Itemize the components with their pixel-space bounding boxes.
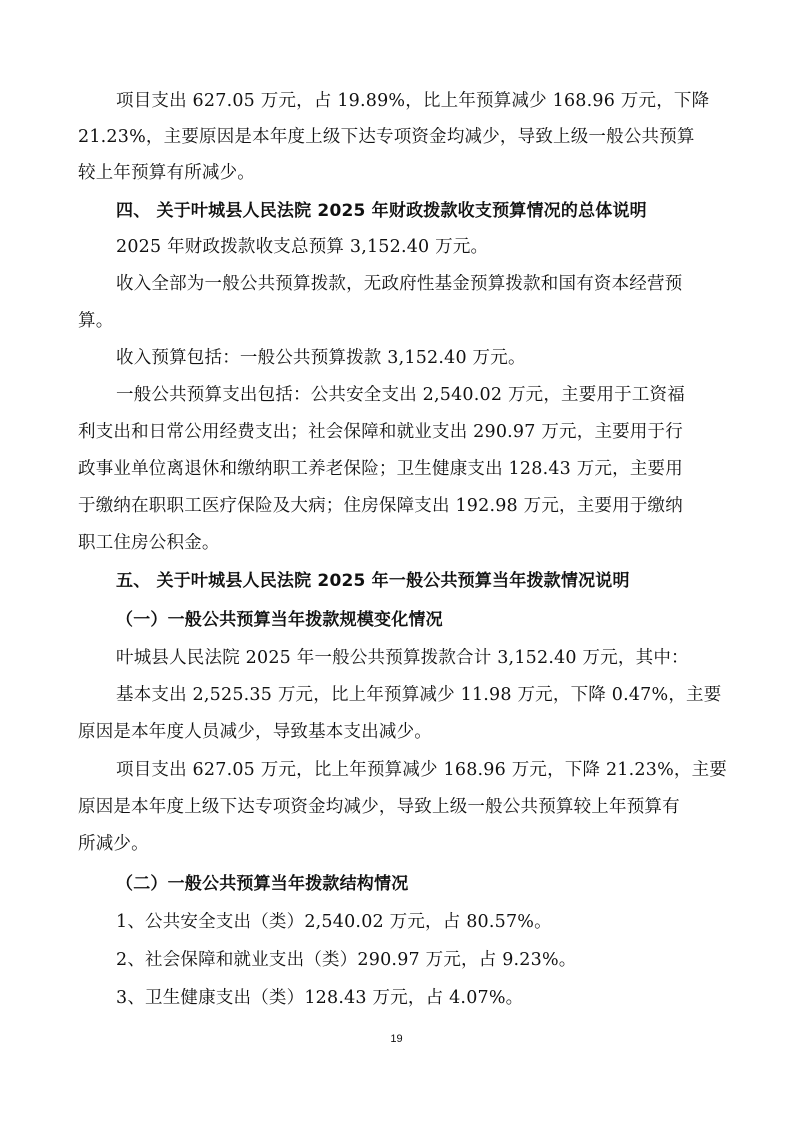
list-item: 3、卫生健康支出（类）128.43 万元，占 4.07%。 [116, 988, 524, 1008]
paragraph-line: 收入全部为一般公共预算拨款，无政府性基金预算拨款和国有资本经营预 [116, 274, 683, 294]
paragraph-line: 一般公共预算支出包括：公共安全支出 2,540.02 万元，主要用于工资福 [116, 385, 685, 405]
paragraph-line: 职工住房公积金。 [78, 533, 220, 553]
paragraph-line: 项目支出 627.05 万元，比上年预算减少 168.96 万元，下降 21.23%，主要 [116, 760, 728, 780]
paragraph-line: 利支出和日常公用经费支出；社会保障和就业支出 290.97 万元，主要用于行 [78, 422, 683, 442]
paragraph-line: 政事业单位离退休和缴纳职工养老保险；卫生健康支出 128.43 万元，主要用 [78, 459, 683, 479]
paragraph-line: 项目支出 627.05 万元，占 19.89%，比上年预算减少 168.96 万元，下降 [116, 91, 710, 111]
paragraph-line: 原因是本年度人员减少，导致基本支出减少。 [78, 722, 432, 742]
subsection-heading: （一）一般公共预算当年拨款规模变化情况 [116, 610, 443, 630]
list-item: 1、公共安全支出（类）2,540.02 万元，占 80.57%。 [116, 912, 552, 932]
paragraph-line: 所减少。 [78, 834, 149, 854]
page-number: 19 [390, 1033, 403, 1045]
paragraph-line: 21.23%，主要原因是本年度上级下达专项资金均减少，导致上级一般公共预算 [78, 127, 695, 147]
paragraph-line: 原因是本年度上级下达专项资金均减少，导致上级一般公共预算较上年预算有 [78, 797, 680, 817]
section-heading: 四、 关于叶城县人民法院 2025 年财政拨款收支预算情况的总体说明 [116, 201, 647, 221]
paragraph-line: 2025 年财政拨款收支总预算 3,152.40 万元。 [116, 237, 489, 257]
paragraph-line: 于缴纳在职职工医疗保险及大病；住房保障支出 192.98 万元，主要用于缴纳 [78, 496, 683, 516]
paragraph-line: 基本支出 2,525.35 万元，比上年预算减少 11.98 万元，下降 0.47%，主要 [116, 685, 722, 705]
subsection-heading: （二）一般公共预算当年拨款结构情况 [116, 874, 409, 894]
paragraph-line: 叶城县人民法院 2025 年一般公共预算拨款合计 3,152.40 万元，其中： [116, 648, 689, 668]
list-item: 2、社会保障和就业支出（类）290.97 万元，占 9.23%。 [116, 950, 577, 970]
paragraph-line: 算。 [78, 311, 114, 331]
section-heading: 五、 关于叶城县人民法院 2025 年一般公共预算当年拨款情况说明 [116, 571, 630, 591]
paragraph-line: 较上年预算有所减少。 [78, 163, 255, 183]
paragraph-line: 收入预算包括：一般公共预算拨款 3,152.40 万元。 [116, 348, 526, 368]
